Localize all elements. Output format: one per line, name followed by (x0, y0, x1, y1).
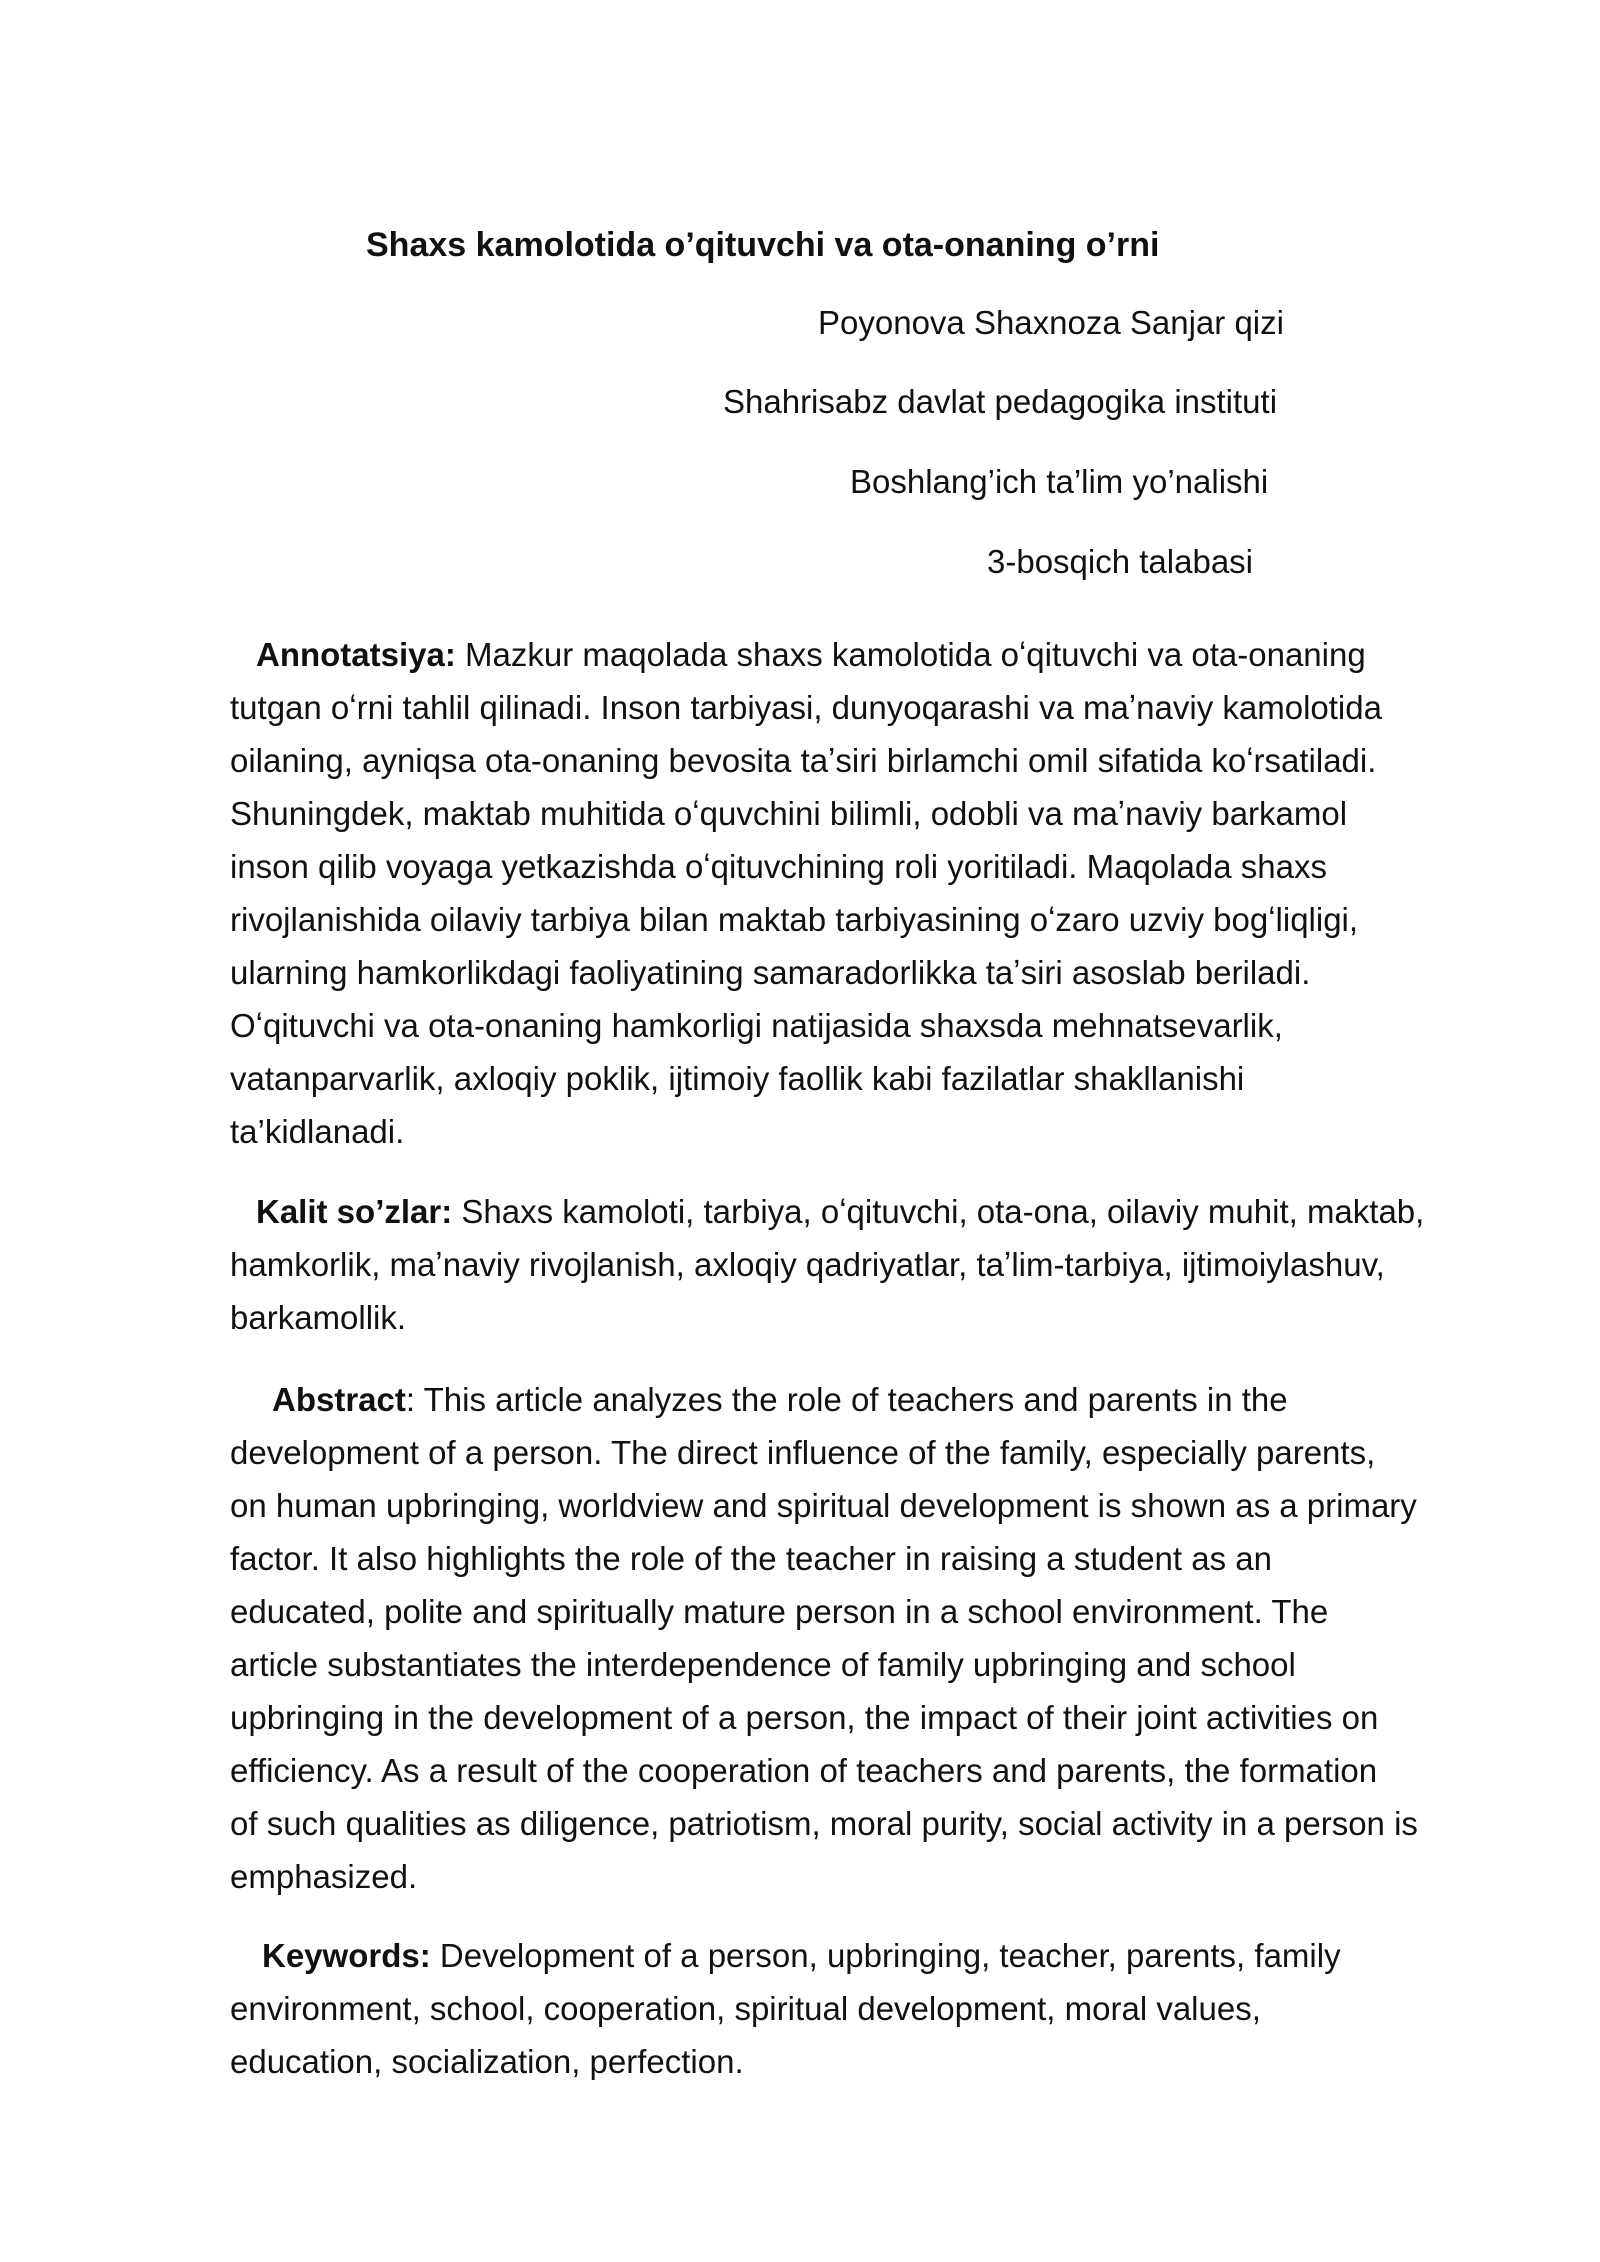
annotatsiya-line: Oʻqituvchi va ota-onaning hamkorligi natijasida shaxsda mehnatsevarlik, (230, 1007, 1283, 1044)
keywords-label: Keywords: (262, 1937, 431, 1974)
keywords-line-1: Keywords: Development of a person, upbringing, teacher, parents, family (262, 1937, 1341, 1974)
annotatsiya-line: ularning hamkorlikdagi faoliyatining samaradorlikka taʼsiri asoslab beriladi. (230, 954, 1311, 991)
annotatsiya-line: tutgan oʻrni tahlil qilinadi. Inson tarbiyasi, dunyoqarashi va maʼnaviy kamolotida (230, 689, 1382, 726)
abstract-paragraph (230, 1373, 1500, 1903)
kalit-sozlar-line: hamkorlik, maʼnaviy rivojlanish, axloqiy qadriyatlar, taʼlim-tarbiya, ijtimoiylashuv, (230, 1246, 1385, 1283)
author-institution: Shahrisabz davlat pedagogika instituti (723, 383, 1278, 420)
abstract-line: factor. It also highlights the role of the teacher in raising a student as an (230, 1540, 1272, 1577)
kalit-sozlar-line: barkamollik. (230, 1299, 407, 1336)
abstract-line: of such qualities as diligence, patriotism, moral purity, social activity in a person is (230, 1805, 1418, 1842)
abstract-line: efficiency. As a result of the cooperation of teachers and parents, the formation (230, 1752, 1378, 1789)
abstract-line: emphasized. (230, 1858, 418, 1895)
annotatsiya-line: inson qilib voyaga yetkazishda oʻqituvchining roli yoritiladi. Maqolada shaxs (230, 848, 1327, 885)
annotatsiya-paragraph (230, 628, 1500, 1158)
abstract-line: development of a person. The direct influence of the family, especially parents, (230, 1434, 1376, 1471)
keywords-line: environment, school, cooperation, spiritual development, moral values, (230, 1990, 1261, 2027)
abstract-line: article substantiates the interdependence of family upbringing and school (230, 1646, 1296, 1683)
annotatsiya-line: Shuningdek, maktab muhitida oʻquvchini bilimli, odobli va maʼnaviy barkamol (230, 795, 1348, 832)
kalit-sozlar-line-1: Kalit so’zlar: Shaxs kamoloti, tarbiya, oʻqituvchi, ota-ona, oilaviy muhit, maktab, (256, 1193, 1425, 1230)
annotatsiya-label: Annotatsiya: (256, 636, 456, 673)
author-department: Boshlang’ich ta’lim yo’nalishi (850, 463, 1269, 500)
author-year: 3-bosqich talabasi (987, 543, 1253, 580)
abstract-line: on human upbringing, worldview and spiritual development is shown as a primary (230, 1487, 1417, 1524)
keywords-paragraph (230, 1929, 1500, 2088)
annotatsiya-line: vatanparvarlik, axloqiy poklik, ijtimoiy faollik kabi fazilatlar shakllanishi (230, 1060, 1245, 1097)
abstract-line: educated, polite and spiritually mature person in a school environment. The (230, 1593, 1329, 1630)
kalit-sozlar-label: Kalit so’zlar: (256, 1193, 453, 1230)
annotatsiya-line: ta’kidlanadi. (230, 1113, 405, 1150)
annotatsiya-line: rivojlanishida oilaviy tarbiya bilan maktab tarbiyasining oʻzaro uzviy bogʻliqligi, (230, 901, 1359, 938)
paper-title: Shaxs kamolotida o’qituvchi va ota-onaning o’rni (366, 226, 1160, 264)
annotatsiya-line: oilaning, ayniqsa ota-onaning bevosita taʼsiri birlamchi omil sifatida koʻrsatiladi. (230, 742, 1377, 779)
author-name: Poyonova Shaxnoza Sanjar qizi (818, 304, 1284, 341)
kalit-sozlar-paragraph (230, 1185, 1500, 1344)
abstract-line: upbringing in the development of a person, the impact of their joint activities on (230, 1699, 1379, 1736)
annotatsiya-line-1: Annotatsiya: Mazkur maqolada shaxs kamolotida oʻqituvchi va ota-onaning (256, 636, 1366, 673)
keywords-line: education, socialization, perfection. (230, 2043, 744, 2080)
abstract-label: Abstract (272, 1381, 406, 1418)
abstract-line-1: Abstract: This article analyzes the role of teachers and parents in the (272, 1381, 1288, 1418)
